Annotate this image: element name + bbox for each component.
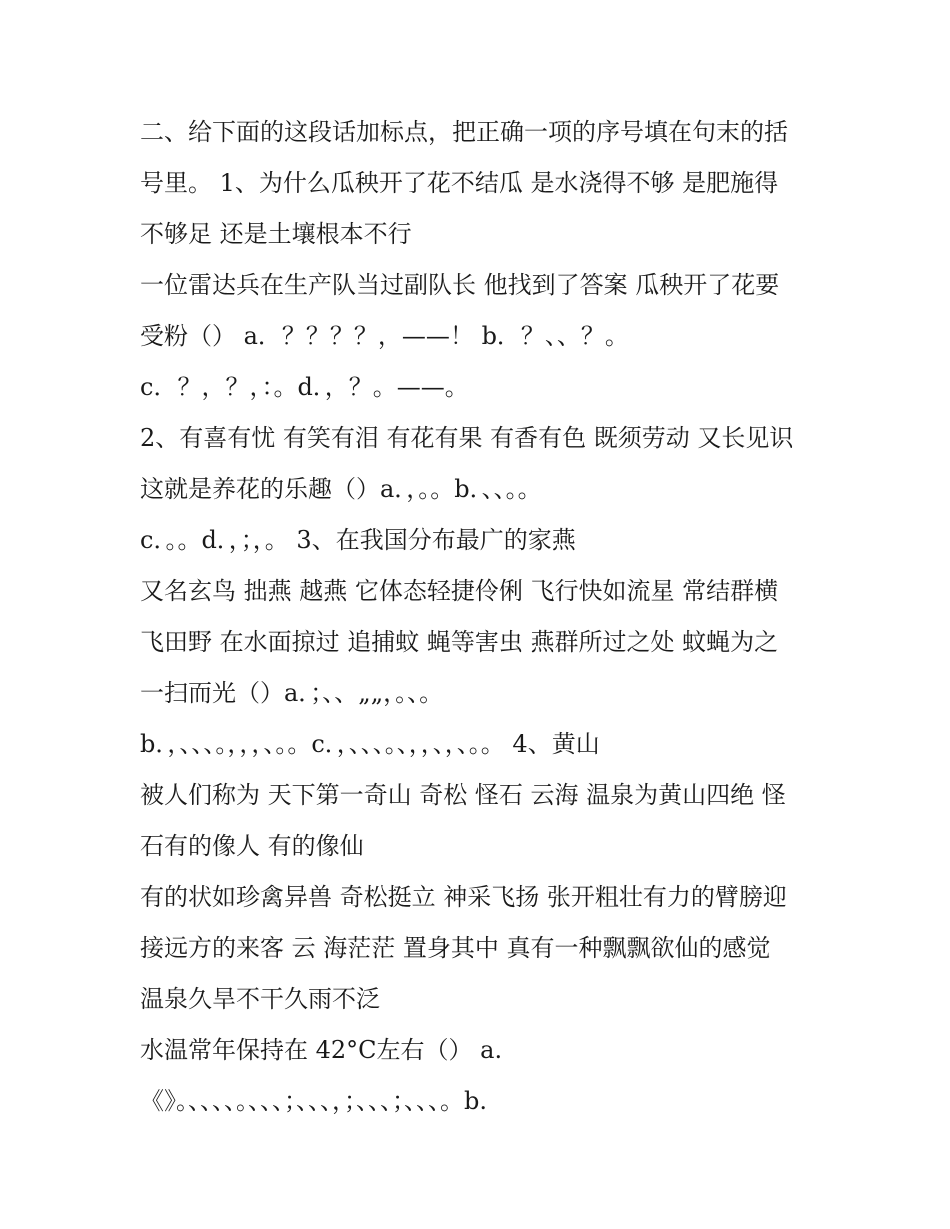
text-line: 二、给下面的这段话加标点，把正确一项的序号填在句末的括 [140,118,788,146]
text-line: 一位雷达兵在生产队当过副队长 他找到了答案 瓜秧开了花要 [140,271,780,299]
text-line: 水温常年保持在 42°C左右（） a. [140,1036,503,1064]
text-line: 有的状如珍禽异兽 奇松挺立 神采飞扬 张开粗壮有力的臂膀迎 [140,883,787,911]
text-line: 这就是养花的乐趣（）a．，。。b．、、。。 [140,475,542,503]
text-line: 接远方的来客 云 海茫茫 置身其中 真有一种飘飘欲仙的感觉 [140,934,771,962]
text-line: 《》。、、、、。、、、；、、、，；、、、；、、、。b. [140,1087,487,1115]
text-line: b．，、、、。，，，、。。c．，、、、。、，，、，、。。 4、黄山 [140,730,600,758]
text-line: 不够足 还是土壤根本不行 [140,220,412,248]
document-body [140,107,830,1127]
text-line: 被人们称为 天下第一奇山 奇松 怪石 云海 温泉为黄山四绝 怪 [140,781,786,809]
text-line: 又名玄鸟 拙燕 越燕 它体态轻捷伶俐 飞行快如流星 常结群横 [140,577,779,605]
text-line: 石有的像人 有的像仙 [140,832,364,860]
text-line: 2、有喜有忧 有笑有泪 有花有果 有香有色 既须劳动 又长见识 [140,424,794,452]
text-line: 飞田野 在水面掠过 追捕蚊 蝇等害虫 燕群所过之处 蚊蝇为之 [140,628,779,656]
text-line: 受粉（） a．？？？？，——！ b．？、、？。 [140,322,629,350]
text-line: 号里。 1、为什么瓜秧开了花不结瓜 是水浇得不够 是肥施得 [140,169,779,197]
text-line: 一扫而光（）a．；、、„„，。、。 [140,679,444,707]
text-line: c．？，？，：。d．，？。——。 [140,373,469,401]
text-line: 温泉久旱不干久雨不泛 [140,985,380,1013]
text-line: c．。。d．，；，。 3、在我国分布最广的家燕 [140,526,576,554]
